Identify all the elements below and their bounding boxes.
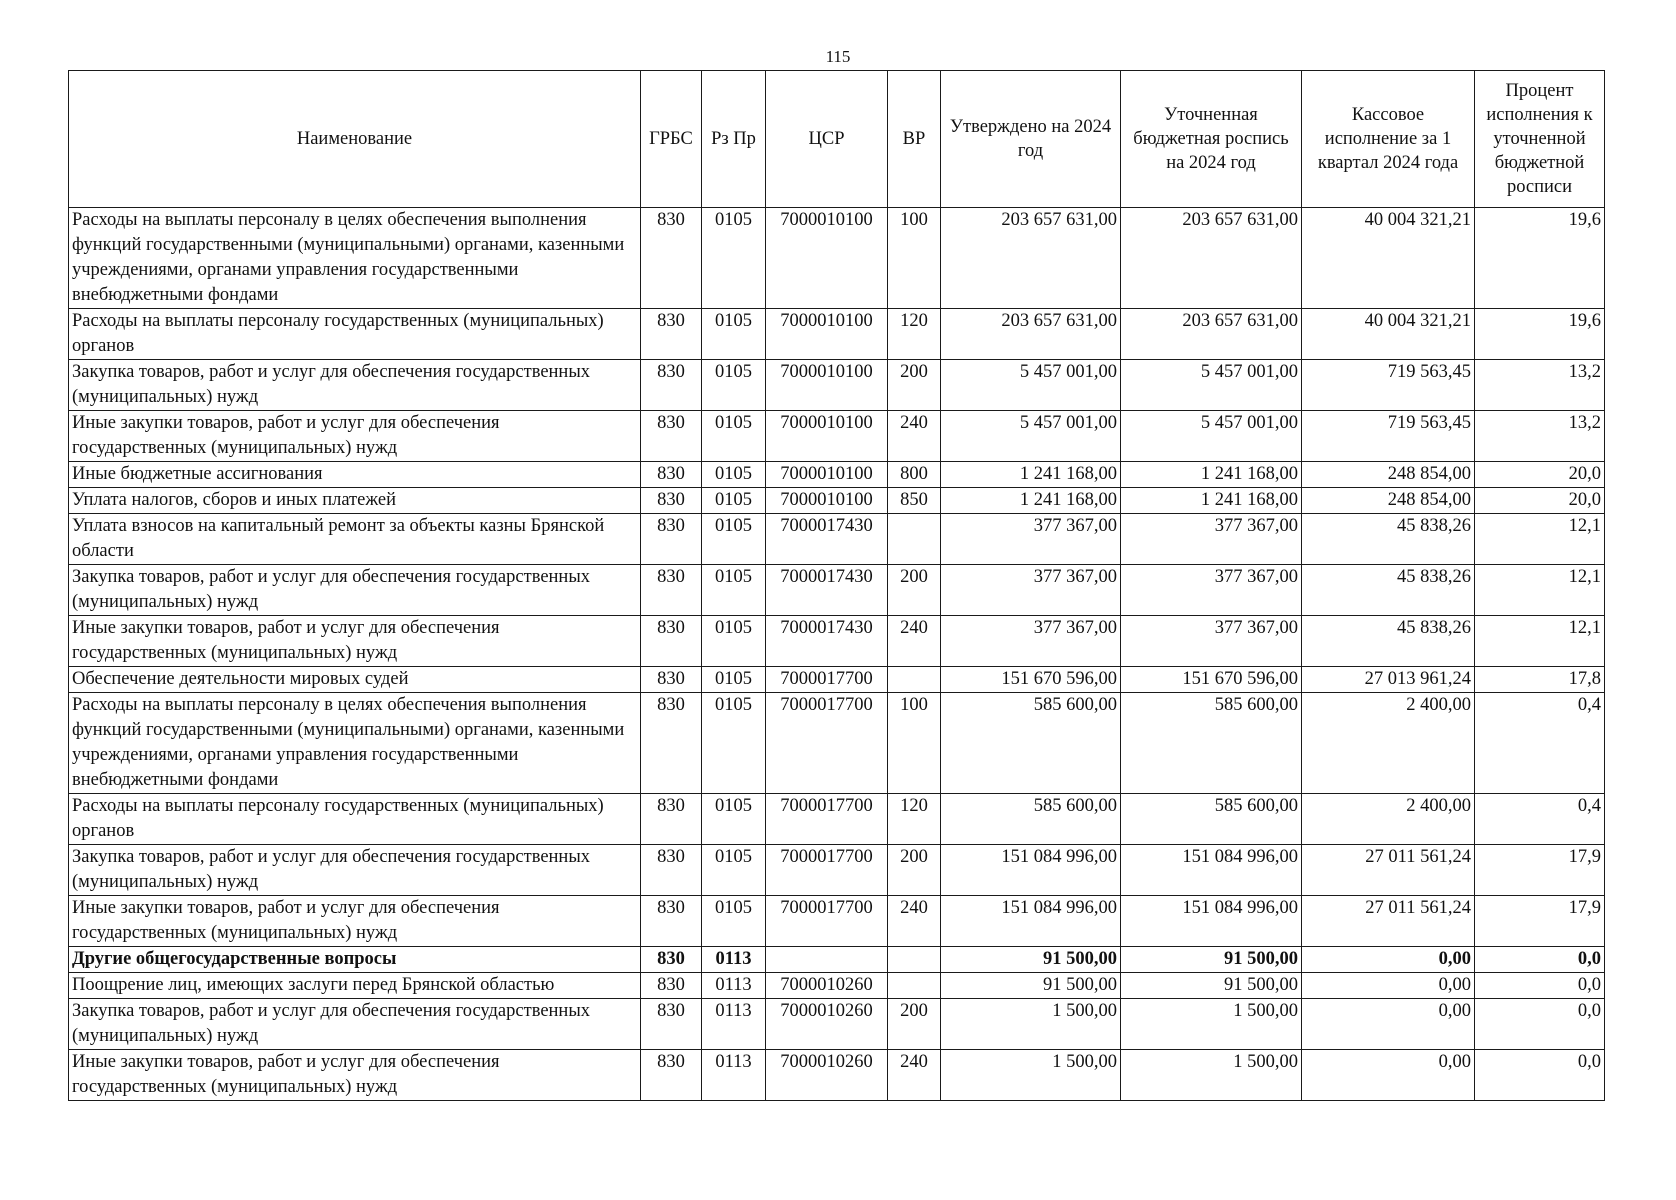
cell-vr bbox=[888, 514, 941, 565]
cell-vr: 240 bbox=[888, 1050, 941, 1101]
cell-cash: 0,00 bbox=[1302, 947, 1475, 973]
cell-percent: 13,2 bbox=[1475, 360, 1605, 411]
cell-refined: 5 457 001,00 bbox=[1121, 360, 1302, 411]
cell-vr: 120 bbox=[888, 794, 941, 845]
cell-approved: 585 600,00 bbox=[941, 794, 1121, 845]
cell-refined: 203 657 631,00 bbox=[1121, 208, 1302, 309]
cell-cash: 719 563,45 bbox=[1302, 360, 1475, 411]
cell-grbs: 830 bbox=[641, 973, 702, 999]
cell-grbs: 830 bbox=[641, 309, 702, 360]
cell-percent: 17,9 bbox=[1475, 896, 1605, 947]
header-percent: Процент исполнения к уточненной бюджетной росписи bbox=[1475, 71, 1605, 208]
table-row bbox=[69, 411, 1605, 462]
cell-refined: 5 457 001,00 bbox=[1121, 411, 1302, 462]
table-body bbox=[69, 208, 1605, 1101]
cell-name: Поощрение лиц, имеющих заслуги перед Брянской областью bbox=[69, 973, 641, 999]
cell-refined: 585 600,00 bbox=[1121, 794, 1302, 845]
cell-rzpr: 0105 bbox=[702, 565, 766, 616]
cell-grbs: 830 bbox=[641, 488, 702, 514]
cell-name: Закупка товаров, работ и услуг для обеспечения государственных (муниципальных) нужд bbox=[69, 360, 641, 411]
cell-approved: 377 367,00 bbox=[941, 514, 1121, 565]
cell-percent: 0,4 bbox=[1475, 794, 1605, 845]
cell-approved: 5 457 001,00 bbox=[941, 360, 1121, 411]
cell-percent: 0,0 bbox=[1475, 973, 1605, 999]
cell-csr: 7000010100 bbox=[766, 411, 888, 462]
cell-cash: 248 854,00 bbox=[1302, 462, 1475, 488]
cell-vr: 850 bbox=[888, 488, 941, 514]
cell-name: Закупка товаров, работ и услуг для обеспечения государственных (муниципальных) нужд bbox=[69, 999, 641, 1050]
cell-name: Уплата налогов, сборов и иных платежей bbox=[69, 488, 641, 514]
cell-cash: 40 004 321,21 bbox=[1302, 309, 1475, 360]
cell-grbs: 830 bbox=[641, 693, 702, 794]
cell-vr: 240 bbox=[888, 411, 941, 462]
cell-rzpr: 0113 bbox=[702, 947, 766, 973]
table-row bbox=[69, 616, 1605, 667]
cell-approved: 203 657 631,00 bbox=[941, 309, 1121, 360]
table-row bbox=[69, 565, 1605, 616]
table-row bbox=[69, 309, 1605, 360]
cell-grbs: 830 bbox=[641, 947, 702, 973]
cell-percent: 0,4 bbox=[1475, 693, 1605, 794]
cell-percent: 12,1 bbox=[1475, 514, 1605, 565]
cell-csr: 7000010260 bbox=[766, 999, 888, 1050]
cell-approved: 377 367,00 bbox=[941, 616, 1121, 667]
cell-cash: 27 011 561,24 bbox=[1302, 845, 1475, 896]
cell-percent: 17,9 bbox=[1475, 845, 1605, 896]
cell-vr: 200 bbox=[888, 565, 941, 616]
table-row bbox=[69, 999, 1605, 1050]
cell-cash: 45 838,26 bbox=[1302, 565, 1475, 616]
cell-rzpr: 0105 bbox=[702, 462, 766, 488]
cell-csr: 7000010100 bbox=[766, 360, 888, 411]
cell-vr bbox=[888, 667, 941, 693]
cell-csr: 7000010100 bbox=[766, 309, 888, 360]
cell-name: Закупка товаров, работ и услуг для обеспечения государственных (муниципальных) нужд bbox=[69, 565, 641, 616]
cell-cash: 0,00 bbox=[1302, 999, 1475, 1050]
cell-approved: 1 241 168,00 bbox=[941, 488, 1121, 514]
cell-cash: 2 400,00 bbox=[1302, 693, 1475, 794]
cell-vr bbox=[888, 973, 941, 999]
cell-csr: 7000010100 bbox=[766, 208, 888, 309]
cell-name: Иные закупки товаров, работ и услуг для обеспечения государственных (муниципальных) нужд bbox=[69, 411, 641, 462]
cell-refined: 151 084 996,00 bbox=[1121, 896, 1302, 947]
cell-grbs: 830 bbox=[641, 1050, 702, 1101]
cell-vr: 100 bbox=[888, 208, 941, 309]
cell-percent: 19,6 bbox=[1475, 208, 1605, 309]
cell-approved: 151 084 996,00 bbox=[941, 845, 1121, 896]
cell-approved: 377 367,00 bbox=[941, 565, 1121, 616]
cell-cash: 0,00 bbox=[1302, 1050, 1475, 1101]
cell-csr: 7000017700 bbox=[766, 896, 888, 947]
table-row bbox=[69, 973, 1605, 999]
cell-percent: 0,0 bbox=[1475, 1050, 1605, 1101]
table-row bbox=[69, 896, 1605, 947]
cell-rzpr: 0105 bbox=[702, 411, 766, 462]
cell-name: Расходы на выплаты персоналу в целях обеспечения выполнения функций государственными (муниципальными) органами, казенными учреждениями, органами управления государственными внебюджетными фондами bbox=[69, 693, 641, 794]
cell-grbs: 830 bbox=[641, 845, 702, 896]
cell-rzpr: 0113 bbox=[702, 999, 766, 1050]
header-cash: Кассовое исполнение за 1 квартал 2024 года bbox=[1302, 71, 1475, 208]
cell-percent: 12,1 bbox=[1475, 565, 1605, 616]
cell-cash: 27 011 561,24 bbox=[1302, 896, 1475, 947]
cell-name: Иные закупки товаров, работ и услуг для обеспечения государственных (муниципальных) нужд bbox=[69, 1050, 641, 1101]
cell-name: Расходы на выплаты персоналу государственных (муниципальных) органов bbox=[69, 309, 641, 360]
cell-rzpr: 0105 bbox=[702, 309, 766, 360]
cell-name: Расходы на выплаты персоналу государственных (муниципальных) органов bbox=[69, 794, 641, 845]
cell-name: Иные закупки товаров, работ и услуг для обеспечения государственных (муниципальных) нужд bbox=[69, 616, 641, 667]
cell-rzpr: 0105 bbox=[702, 896, 766, 947]
cell-percent: 12,1 bbox=[1475, 616, 1605, 667]
cell-refined: 585 600,00 bbox=[1121, 693, 1302, 794]
cell-csr: 7000017430 bbox=[766, 565, 888, 616]
cell-refined: 1 500,00 bbox=[1121, 1050, 1302, 1101]
cell-approved: 203 657 631,00 bbox=[941, 208, 1121, 309]
cell-vr: 200 bbox=[888, 845, 941, 896]
cell-name: Уплата взносов на капитальный ремонт за объекты казны Брянской области bbox=[69, 514, 641, 565]
cell-cash: 0,00 bbox=[1302, 973, 1475, 999]
cell-csr: 7000017700 bbox=[766, 845, 888, 896]
cell-vr: 800 bbox=[888, 462, 941, 488]
table-row bbox=[69, 488, 1605, 514]
cell-refined: 377 367,00 bbox=[1121, 565, 1302, 616]
cell-percent: 0,0 bbox=[1475, 999, 1605, 1050]
header-vr: ВР bbox=[888, 71, 941, 208]
cell-rzpr: 0105 bbox=[702, 360, 766, 411]
cell-cash: 248 854,00 bbox=[1302, 488, 1475, 514]
cell-rzpr: 0105 bbox=[702, 845, 766, 896]
cell-vr: 200 bbox=[888, 360, 941, 411]
cell-csr: 7000010260 bbox=[766, 973, 888, 999]
cell-cash: 45 838,26 bbox=[1302, 616, 1475, 667]
table-row bbox=[69, 462, 1605, 488]
cell-approved: 1 241 168,00 bbox=[941, 462, 1121, 488]
cell-refined: 1 241 168,00 bbox=[1121, 488, 1302, 514]
cell-grbs: 830 bbox=[641, 896, 702, 947]
cell-approved: 5 457 001,00 bbox=[941, 411, 1121, 462]
cell-approved: 91 500,00 bbox=[941, 947, 1121, 973]
table-row bbox=[69, 1050, 1605, 1101]
cell-vr: 240 bbox=[888, 896, 941, 947]
cell-csr: 7000017700 bbox=[766, 667, 888, 693]
cell-approved: 1 500,00 bbox=[941, 999, 1121, 1050]
cell-refined: 151 084 996,00 bbox=[1121, 845, 1302, 896]
cell-cash: 27 013 961,24 bbox=[1302, 667, 1475, 693]
table-row bbox=[69, 514, 1605, 565]
table-row bbox=[69, 845, 1605, 896]
cell-approved: 91 500,00 bbox=[941, 973, 1121, 999]
cell-grbs: 830 bbox=[641, 616, 702, 667]
cell-grbs: 830 bbox=[641, 667, 702, 693]
cell-percent: 0,0 bbox=[1475, 947, 1605, 973]
cell-grbs: 830 bbox=[641, 360, 702, 411]
cell-percent: 19,6 bbox=[1475, 309, 1605, 360]
cell-refined: 377 367,00 bbox=[1121, 616, 1302, 667]
cell-rzpr: 0113 bbox=[702, 973, 766, 999]
header-refined: Уточненная бюджетная роспись на 2024 год bbox=[1121, 71, 1302, 208]
header-rzpr: Рз Пр bbox=[702, 71, 766, 208]
cell-approved: 151 084 996,00 bbox=[941, 896, 1121, 947]
cell-percent: 20,0 bbox=[1475, 488, 1605, 514]
cell-rzpr: 0105 bbox=[702, 794, 766, 845]
cell-refined: 151 670 596,00 bbox=[1121, 667, 1302, 693]
cell-csr: 7000017700 bbox=[766, 693, 888, 794]
cell-vr: 200 bbox=[888, 999, 941, 1050]
cell-rzpr: 0105 bbox=[702, 616, 766, 667]
header-row bbox=[69, 71, 1605, 208]
header-name: Наименование bbox=[69, 71, 641, 208]
cell-vr: 120 bbox=[888, 309, 941, 360]
cell-name: Иные закупки товаров, работ и услуг для обеспечения государственных (муниципальных) нужд bbox=[69, 896, 641, 947]
cell-rzpr: 0105 bbox=[702, 667, 766, 693]
table-row bbox=[69, 360, 1605, 411]
cell-refined: 377 367,00 bbox=[1121, 514, 1302, 565]
table-row bbox=[69, 667, 1605, 693]
cell-rzpr: 0105 bbox=[702, 488, 766, 514]
cell-refined: 1 241 168,00 bbox=[1121, 462, 1302, 488]
cell-name: Иные бюджетные ассигнования bbox=[69, 462, 641, 488]
budget-table bbox=[68, 70, 1605, 1101]
cell-name: Закупка товаров, работ и услуг для обеспечения государственных (муниципальных) нужд bbox=[69, 845, 641, 896]
cell-cash: 40 004 321,21 bbox=[1302, 208, 1475, 309]
cell-csr: 7000010260 bbox=[766, 1050, 888, 1101]
cell-cash: 45 838,26 bbox=[1302, 514, 1475, 565]
cell-approved: 151 670 596,00 bbox=[941, 667, 1121, 693]
cell-grbs: 830 bbox=[641, 462, 702, 488]
cell-grbs: 830 bbox=[641, 999, 702, 1050]
cell-percent: 13,2 bbox=[1475, 411, 1605, 462]
cell-refined: 91 500,00 bbox=[1121, 973, 1302, 999]
cell-name: Другие общегосударственные вопросы bbox=[69, 947, 641, 973]
cell-grbs: 830 bbox=[641, 565, 702, 616]
cell-csr bbox=[766, 947, 888, 973]
page-number: 115 bbox=[825, 47, 851, 66]
table-row bbox=[69, 208, 1605, 309]
table-row bbox=[69, 693, 1605, 794]
cell-refined: 91 500,00 bbox=[1121, 947, 1302, 973]
header-approved: Утверждено на 2024 год bbox=[941, 71, 1121, 208]
cell-csr: 7000017430 bbox=[766, 514, 888, 565]
cell-grbs: 830 bbox=[641, 208, 702, 309]
cell-approved: 585 600,00 bbox=[941, 693, 1121, 794]
cell-vr: 240 bbox=[888, 616, 941, 667]
cell-grbs: 830 bbox=[641, 514, 702, 565]
header-csr: ЦСР bbox=[766, 71, 888, 208]
cell-csr: 7000017700 bbox=[766, 794, 888, 845]
table-row bbox=[69, 794, 1605, 845]
cell-refined: 203 657 631,00 bbox=[1121, 309, 1302, 360]
cell-csr: 7000017430 bbox=[766, 616, 888, 667]
cell-rzpr: 0105 bbox=[702, 208, 766, 309]
cell-grbs: 830 bbox=[641, 794, 702, 845]
cell-approved: 1 500,00 bbox=[941, 1050, 1121, 1101]
cell-grbs: 830 bbox=[641, 411, 702, 462]
cell-rzpr: 0105 bbox=[702, 514, 766, 565]
cell-cash: 719 563,45 bbox=[1302, 411, 1475, 462]
cell-vr: 100 bbox=[888, 693, 941, 794]
cell-csr: 7000010100 bbox=[766, 488, 888, 514]
cell-percent: 17,8 bbox=[1475, 667, 1605, 693]
cell-csr: 7000010100 bbox=[766, 462, 888, 488]
table-row bbox=[69, 947, 1605, 973]
cell-rzpr: 0113 bbox=[702, 1050, 766, 1101]
cell-name: Расходы на выплаты персоналу в целях обеспечения выполнения функций государственными (муниципальными) органами, казенными учреждениями, органами управления государственными внебюджетными фондами bbox=[69, 208, 641, 309]
cell-vr bbox=[888, 947, 941, 973]
header-grbs: ГРБС bbox=[641, 71, 702, 208]
cell-percent: 20,0 bbox=[1475, 462, 1605, 488]
cell-refined: 1 500,00 bbox=[1121, 999, 1302, 1050]
cell-cash: 2 400,00 bbox=[1302, 794, 1475, 845]
cell-rzpr: 0105 bbox=[702, 693, 766, 794]
cell-name: Обеспечение деятельности мировых судей bbox=[69, 667, 641, 693]
